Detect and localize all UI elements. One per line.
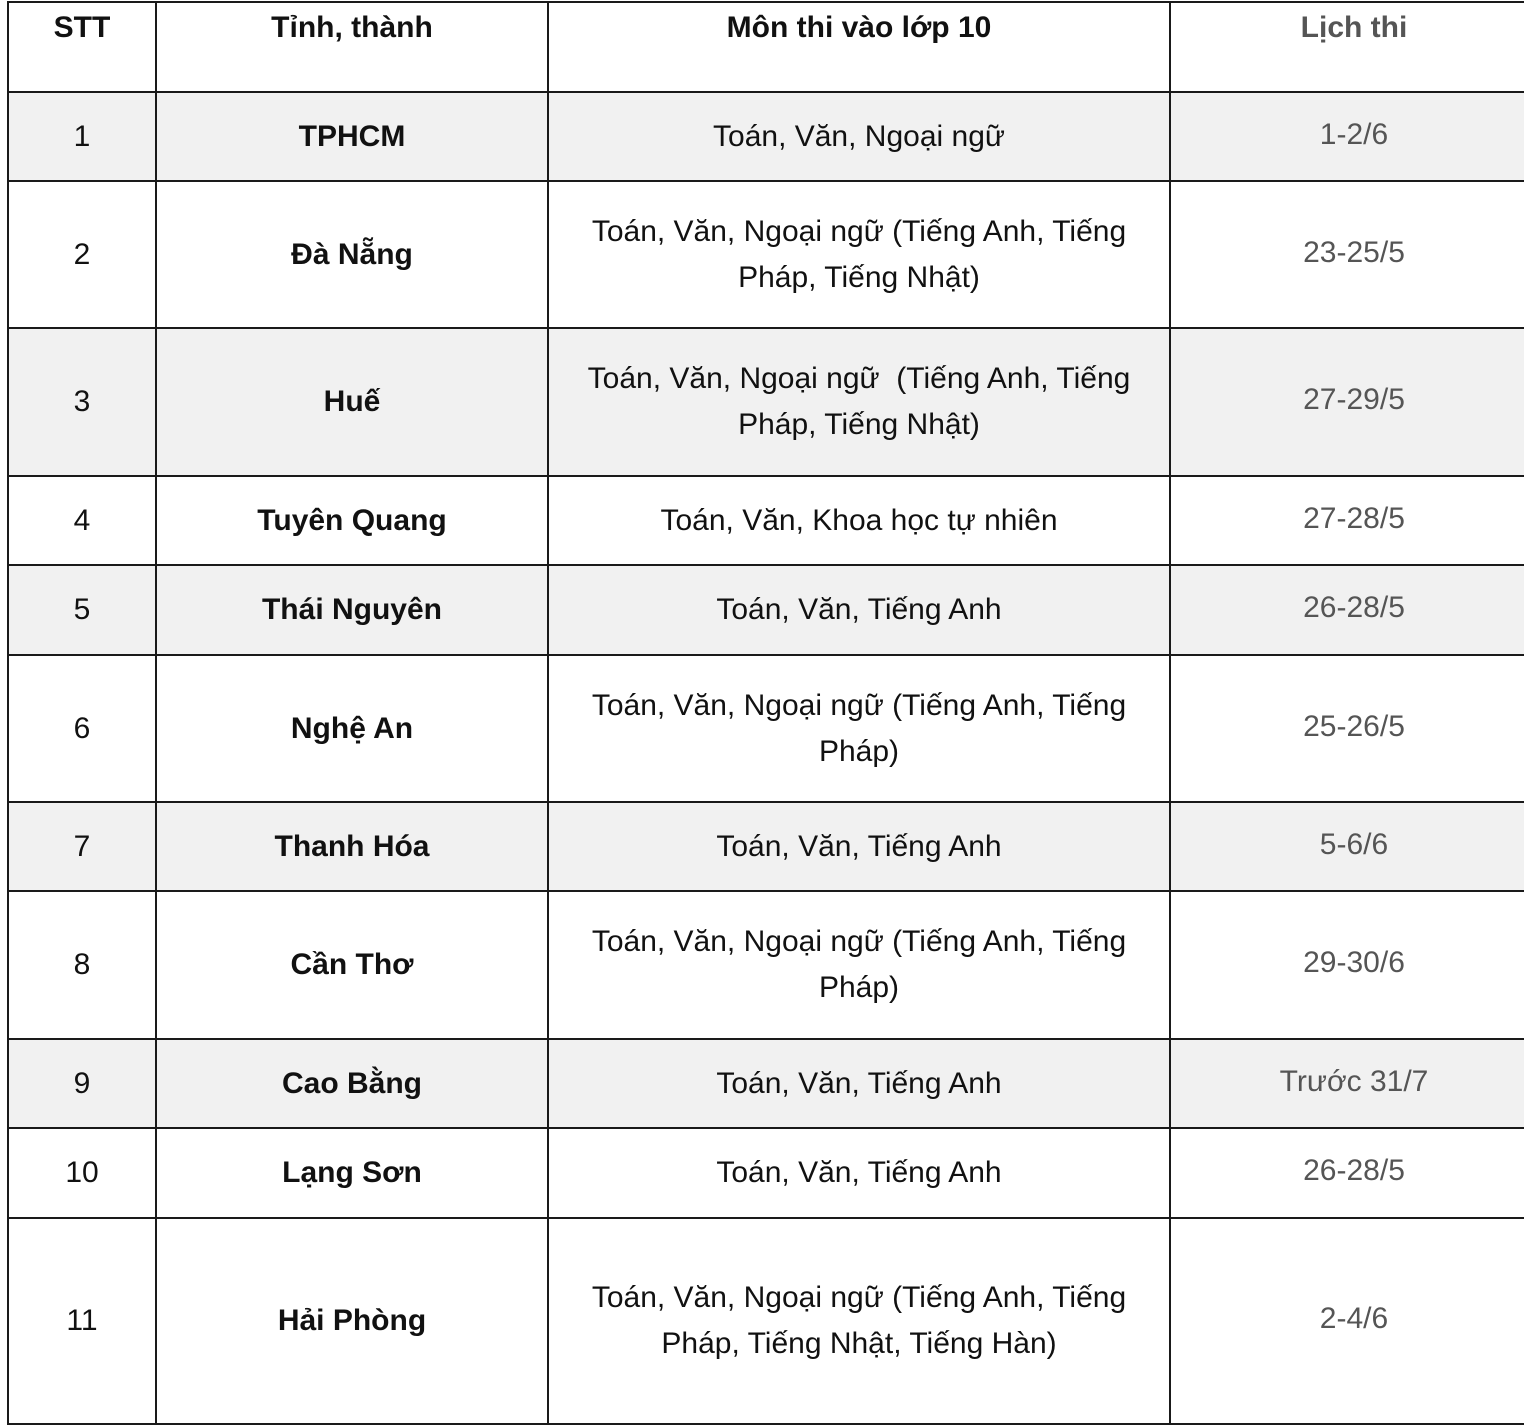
table-row [8,802,1524,891]
table-row [8,181,1524,328]
table-row [8,891,1524,1039]
row-schedule [1170,802,1524,891]
row-schedule [1170,92,1524,181]
row-subjects: Toán, Văn, Ngoại ngữ (Tiếng Anh, Tiếng Pháp) [548,655,1170,802]
row-subjects: Toán, Văn, Ngoại ngữ (Tiếng Anh, Tiếng Pháp, Tiếng Nhật) [548,181,1170,328]
table-row [8,1218,1524,1424]
row-schedule [1170,655,1524,802]
row-schedule [1170,891,1524,1039]
table-row [8,328,1524,476]
row-province: Cao Bằng [156,1039,548,1128]
row-subjects: Toán, Văn, Khoa học tự nhiên [548,476,1170,565]
row-schedule-text: 25-26/5 [1303,709,1405,743]
header-stt: STT [8,2,156,92]
row-schedule [1170,1128,1524,1218]
table-row [8,476,1524,565]
table-header-row [8,2,1524,92]
row-stt: 10 [8,1128,156,1218]
row-province: Huế [156,328,548,476]
row-schedule-text: 2-4/6 [1319,1302,1389,1335]
row-stt: 3 [8,328,156,476]
row-province: Cần Thơ [156,891,548,1039]
row-subjects: Toán, Văn, Ngoại ngữ (Tiếng Anh, Tiếng Pháp) [548,891,1170,1039]
row-stt: 5 [8,565,156,655]
header-subjects: Môn thi vào lớp 10 [548,2,1170,92]
row-subjects: Toán, Văn, Tiếng Anh [548,565,1170,655]
row-subjects: Toán, Văn, Ngoại ngữ (Tiếng Anh, Tiếng Pháp, Tiếng Nhật) [548,328,1170,476]
row-schedule-text: 5-6/6 [1319,827,1389,861]
row-schedule-text: 29-30/6 [1303,946,1405,979]
row-schedule-text: 26-28/5 [1303,591,1405,624]
row-subjects: Toán, Văn, Tiếng Anh [548,1039,1170,1128]
row-stt: 6 [8,655,156,802]
row-stt: 2 [8,181,156,328]
row-schedule [1170,1039,1524,1128]
header-schedule: Lịch thi [1170,2,1524,92]
row-stt: 4 [8,476,156,565]
row-province: Lạng Sơn [156,1128,548,1218]
row-schedule [1170,565,1524,655]
row-schedule [1170,1218,1524,1424]
row-subjects: Toán, Văn, Tiếng Anh [548,1128,1170,1218]
row-schedule-text: 26-28/5 [1303,1154,1405,1187]
row-schedule [1170,181,1524,328]
table-row [8,1039,1524,1128]
row-schedule-text: 27-29/5 [1303,383,1405,416]
row-province: Đà Nẵng [156,181,548,328]
row-subjects: Toán, Văn, Ngoại ngữ (Tiếng Anh, Tiếng Pháp, Tiếng Nhật, Tiếng Hàn) [548,1218,1170,1424]
table-row [8,92,1524,181]
row-province: Thanh Hóa [156,802,548,891]
row-stt: 8 [8,891,156,1039]
row-stt: 9 [8,1039,156,1128]
row-province: Tuyên Quang [156,476,548,565]
row-schedule-text: 1-2/6 [1319,117,1389,151]
row-province: Thái Nguyên [156,565,548,655]
table-row [8,565,1524,655]
header-province: Tỉnh, thành [156,2,548,92]
row-province: Nghệ An [156,655,548,802]
row-stt: 1 [8,92,156,181]
row-subjects: Toán, Văn, Ngoại ngữ [548,92,1170,181]
row-schedule-text: 27-28/5 [1303,501,1405,535]
row-province: TPHCM [156,92,548,181]
table-row [8,655,1524,802]
exam-schedule-table [7,1,1524,1425]
row-schedule [1170,476,1524,565]
row-schedule-text: 23-25/5 [1303,235,1405,269]
table-row [8,1128,1524,1218]
row-subjects: Toán, Văn, Tiếng Anh [548,802,1170,891]
row-stt: 11 [8,1218,156,1424]
row-stt: 7 [8,802,156,891]
row-schedule-text: Trước 31/7 [1279,1064,1429,1098]
row-province: Hải Phòng [156,1218,548,1424]
row-schedule [1170,328,1524,476]
